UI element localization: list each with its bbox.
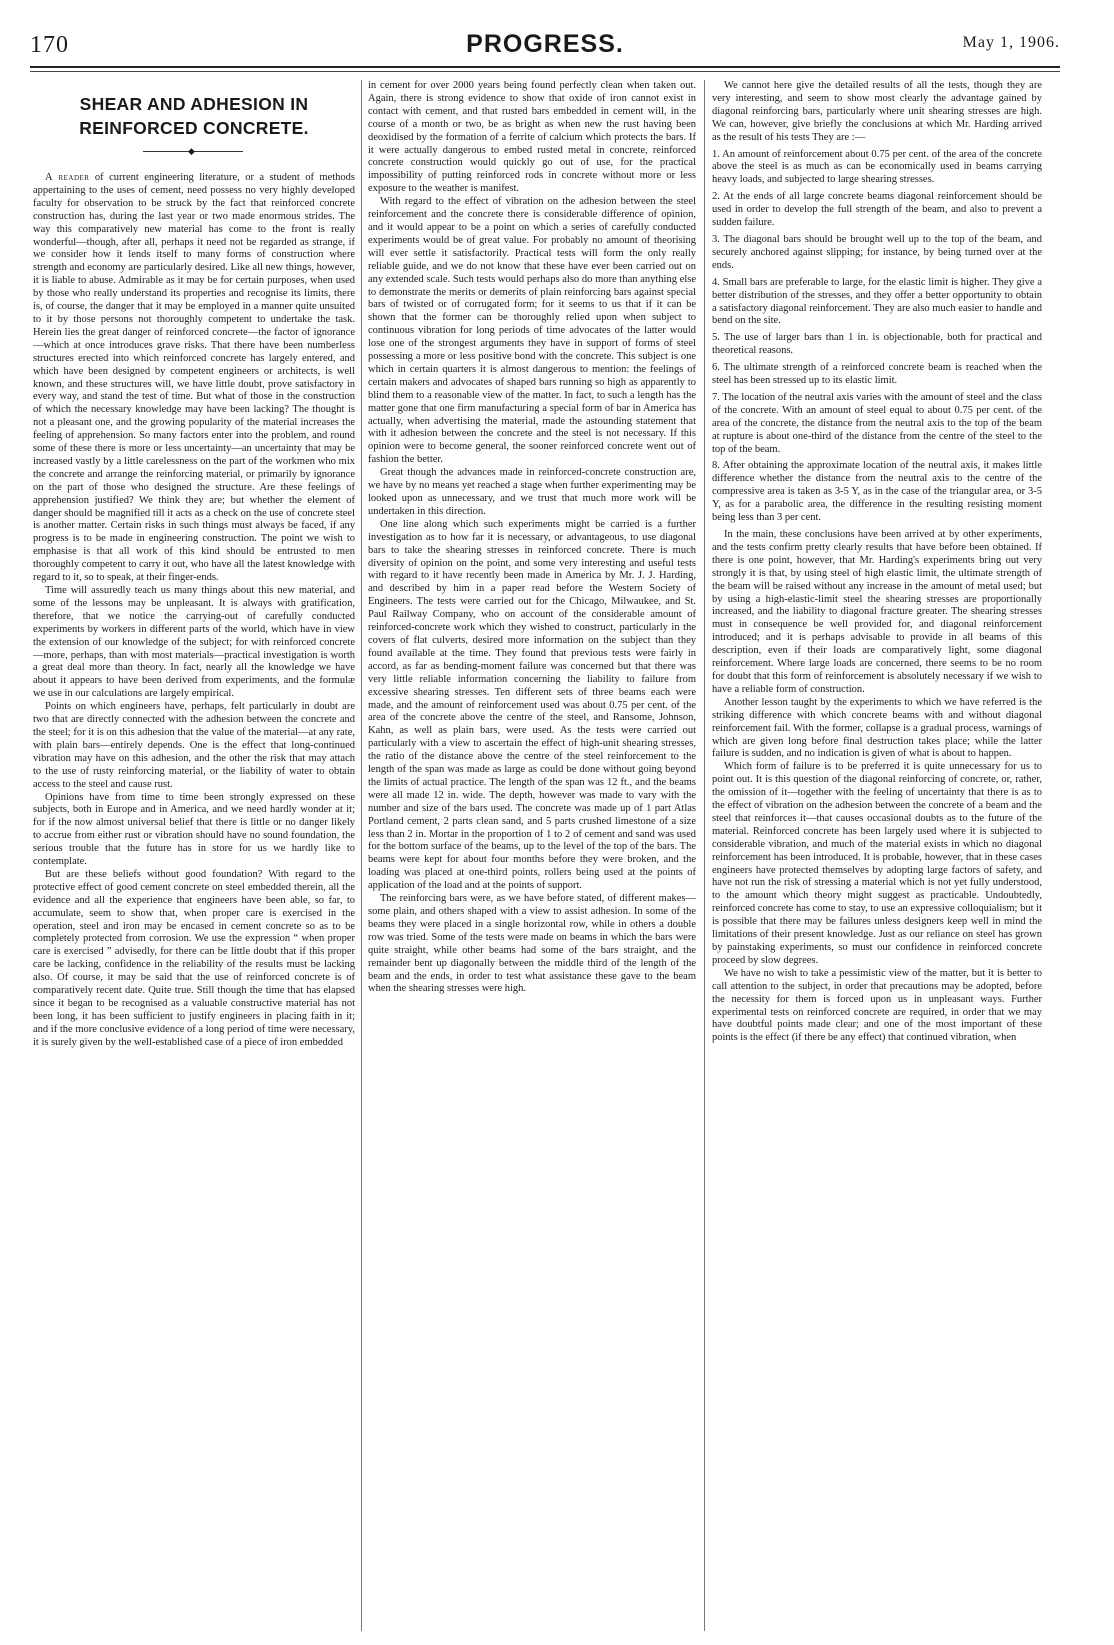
page-header xyxy=(30,22,1060,64)
header-rule xyxy=(30,66,1060,68)
paragraph: Opinions have from time to time been strongly expressed on these subjects, both in Europe and in America, and we need hardly wonder at it; for if the now almost universal belief that there is little or no danger likely to accrue from either rust or vibration should have no sound foundation, the serious trouble that the future has in store for us we hardly like to contemplate. xyxy=(33,791,355,868)
paragraph: We cannot here give the detailed results of all the tests, though they are very interesting, and seem to show most clearly the advantage gained by diagonal reinforcing bars, particularly where unit shearing stresses are high. We can, however, give briefly the conclusions at which Mr. Harding arrived as the result of his tests They are :— xyxy=(712,80,1042,143)
paragraph: Great though the advances made in reinforced-concrete construction are, we have by no means yet reached a stage when further experimenting may be looked upon as unnecessary, and we trust that much more work will be undertaken in this direction. xyxy=(368,467,696,517)
diamond-icon: ◆ xyxy=(188,146,195,156)
list-item: 4. Small bars are preferable to large, for the elastic limit is higher. They give a better distribution of the stresses, and they offer a better opportunity to obtain a satisfactory diagonal reinforcement. They are also much easier to handle and bend on the site. xyxy=(712,276,1042,327)
lead-word: A reader xyxy=(45,172,90,183)
paragraph: A reader of current engineering literature, or a student of methods appertaining to the uses of cement, need possess no very highly developed faculty for observation to be struck by the fact that reinforced concrete construction has, during the last year or two made enormous strides. The way this comparatively new material has come to the front is really wonderful—though, after all, perhaps it need not be regarded as strange, if we consider how it lends itself to many forms of construction where strength and economy are particularly desired. Like all new things, however, it is liable to abuse. Admirable as it may be for certain purposes, when used by those who really understand its properties and recognise its limits, there is, of course, the danger that it may be employed in a manner quite unsuited to it by those persons not thoroughly competent to undertake the task. Herein lies the great danger of reinforced concrete—the factor of ignorance—which at once introduces grave risks. That there have been numberless structures erected into which reinforced concrete has largely entered, and which have been designed by competent engineers or architects, is well known, and these structures will, we have little doubt, prove satisfactory in every way, and stand the test of time. But what of those in the construction of which the necessary knowledge may have been lacking? The thought is not a pleasant one, and the growing popularity of the material increases the feeling of apprehension. So many factors enter into the problem, and round some of these there is more or less uncertainty—an uncertainty that may be increased vastly by a little carelessness on the part of the workmen who mix the concrete and arrange the reinforcing material, or primarily by ignorance on the part of those who designed the structure. Are these feelings of apprehension justified? We think they are; but whether the element of danger should be magnified till it acts as a check on the use of concrete steel is another matter. Certain risks in such things must always be faced, if any progress is to be made in engineering construction. The point we wish to emphasise is that all work of this kind should be entrusted to men thoroughly competent to carry it out, who have all the latest knowledge with regard to it, so to speak, at their finger-ends. xyxy=(33,172,355,584)
list-item: 3. The diagonal bars should be brought well up to the top of the beam, and securely anchored against slipping; for instance, by being turned over at the ends. xyxy=(712,233,1042,271)
paragraph: Points on which engineers have, perhaps, felt particularly in doubt are two that are directly connected with the adhesion between the concrete and the steel; for it is on this adhesion that the value of the material—at any rate, with plain bars—entirely depends. One is the effect that long-continued vibration may have on this adhesion, and the other the risk that may attach to the use of rusty reinforcing material, or the liability of water to obtain access to the steel and cause rust. xyxy=(33,701,355,790)
conclusions-list xyxy=(712,149,1042,525)
paragraph: One line along which such experiments might be carried is a further investigation as to how far it is necessary, or advantageous, to use diagonal bars to take the shearing stresses in reinforced concrete. There is much diversity of opinion on the point, and some very interesting and useful tests with regard to it have recently been made in America by Mr. J. J. Harding, and described by him in a paper read before the Western Society of Engineers. The tests were carried out for the Chicago, Milwaukee, and St. Paul Railway Company, who on account of the considerable amount of reinforced-concrete work which they wished to construct, particularly in the covers of flat culverts, desired more information on the subject than they found available at the time. They found that previous tests were fairly in accord, as far as bending-moment failure was concerned but that there was very little reliable information concerning the liability to failure from excessive shearing stresses. Ten different sets of three beams each were made, and the amount of reinforcement used was about 0.75 per cent. of the area of the concrete above the centre of the steel, and Ransome, Johnson, Kahn, as well as plain bars, were used. As the tests were carried out particularly with a view to ascertain the effect of high-unit shearing stresses, the ratio of the distance above the centre of the steel reinforcement to the length of the span was made as large as could be done without going beyond the limits of actual practice. The length of the span was 12 ft., and the beams were all made 12 in. wide. The depth, however was made to vary with the number and size of the bars used. The concrete was made up of 1 part Atlas Portland cement, 2 parts clean sand, and 5 parts crushed limestone of a size less than 2 in. Mortar in the proportion of 1 to 2 of cement and sand was used for the bottom surface of the beams, up to the level of the top of the bars. The beams were kept for about four months before they were broken, and the loading was placed at one-third points, rollers being used at the points of application of the load and at the points of support. xyxy=(368,518,696,892)
paragraph: But are these beliefs without good foundation? With regard to the protective effect of good cement concrete on steel embedded therein, all the evidence and all the experience that engineers have been able, so far, to accumulate, seem to show that, when proper care is exercised in the operation, steel and iron may be encased in cement concrete so as to be completely protected from corrosion. We use the expression “ when proper care is exercised ” advisedly, for there can be little doubt that if this proper care be lacking, confidence in the reliability of the results must be lacking also. Of course, it may be said that the use of reinforced concrete is of comparatively recent date. Quite true. Still though the time that has elapsed since it began to be recognised as a valuable constructive material has not been long, it has been sufficient to justify engineers in placing faith in it; and if the more conclusive evidence of a long period of time were necessary, it is surely given by the well-established case of a piece of iron embedded xyxy=(33,868,355,1048)
list-item: 8. After obtaining the approximate location of the neutral axis, it makes little difference whether the distance from the neutral axis to the centre of the compressive area is taken as 3-5 Y, as in the case of the triangular area, or 3-5 Y, as for a parabolic area, the difference in the resulting resisting moment being less than 3 per cent. xyxy=(712,460,1042,524)
paragraph: Another lesson taught by the experiments to which we have referred is the striking difference with which concrete beams with and without diagonal reinforcement fail. With the former, collapse is a gradual process, warnings of which are given long before final destruction takes place; while the latter failure is sudden, and no indication is given of what is about to happen. xyxy=(712,696,1042,760)
list-item: 5. The use of larger bars than 1 in. is objectionable, both for practical and theoretical reasons. xyxy=(712,332,1042,357)
column-2 xyxy=(368,80,696,1633)
issue-date: May 1, 1906. xyxy=(962,34,1060,51)
paragraph: In the main, these conclusions have been arrived at by other experiments, and the tests confirm pretty clearly results that have before been obtained. If there is one point, however, that Mr. Harding's experiments bring out very strongly it is that, by using steel of high elastic limit, the ultimate strength of the beam will be raised without any increase in the amount of metal used; but by using a high-elastic-limit steel the shearing stresses are proportionally increased, and the liability to diagonal fracture greater. The shearing stresses must in consequence be well provided for, and diagonal reinforcement introduced; and it is perhaps advisable to provide in all beams of this description, even if their loads are comparatively light, some diagonal reinforcement. Where large loads are concerned, there seems to be no room for doubt that this form of reinforcement is absolutely necessary if we wish to have a reliable form of construction. xyxy=(712,529,1042,695)
paragraph: Time will assuredly teach us many things about this new material, and some of the lessons may be unpleasant. It is always with gratification, therefore, that we notice the carrying-out of carefully conducted experiments by workers in different parts of the world, which have in view the extension of our knowledge of the subject; for with reinforced concrete—more, perhaps, than with most materials—practical investigation is worth a great deal more than theory. In fact, nearly all the knowledge we have about it appears to have been derived from experiments, and the formulæ we use in our calculations are largely empirical. xyxy=(33,585,355,700)
paragraph: Which form of failure is to be preferred it is quite unnecessary for us to point out. It is this question of the diagonal reinforcing of concrete, or, rather, the omission of it—together with the feeling of uncertainty that there is as to the effect of vibration on the adhesion between the concrete of a beam and the steel that reinforces it—that causes occasional doubts as to the future of the material. Reinforced concrete has been largely used where it is subjected to considerable vibration, and much of the material exists in which no diagonal reinforcement has been introduced. It is probable, however, that in these cases engineers have protected themselves by adopting large factors of safety, and have not run the risk of stressing a material which is not yet fully understood, to the amount which theory might suggest as practicable. Undoubtedly, reinforced concrete has come to stay, to use an expressive colloquialism; but it is possible that there may be failures unless designers keep well in mind the limitations of their present knowledge. Just as our reliance on steel has grown by painstaking experiments, so must our confidence in reinforced concrete proceed by slow degrees. xyxy=(712,761,1042,966)
paragraph: The reinforcing bars were, as we have before stated, of different makes—some plain, and others shaped with a view to assist adhesion. In some of the beams they were placed in a single horizontal row, while in others a double row was tried. Some of the tests were made on beams in which the bars were quite straight, while other beams had some of the bars straight, and the remainder bent up diagonally between the middle third of the length of the beam and the ends, in order to test what assistance these gave to the beam when the shearing stresses were high. xyxy=(368,893,696,995)
page-number: 170 xyxy=(30,32,69,58)
list-item: 1. An amount of reinforcement about 0.75 per cent. of the area of the concrete above the steel is as much as can be economically used in beams carrying heavy loads, and subjected to large shearing stresses. xyxy=(712,148,1042,186)
paragraph: We have no wish to take a pessimistic view of the matter, but it is better to call attention to the subject, in order that precautions may be adopted, before the necessity for them is forced upon us in unpleasant ways. Further experimental tests on reinforced concrete are required, in order that we may have doubtful points made clear; and one of the most important of these points is the effect (if there be any effect) that continued vibration, when xyxy=(712,967,1042,1044)
list-item: 6. The ultimate strength of a reinforced concrete beam is reached when the steel has been stressed up to its elastic limit. xyxy=(712,362,1042,387)
article-title: SHEAR AND ADHESION IN REINFORCED CONCRETE. xyxy=(79,94,309,138)
paragraph: With regard to the effect of vibration on the adhesion between the steel reinforcement and the concrete there is considerable difference of opinion, and it would appear to be a point on which a series of carefully conducted experiments would be of great value. For probably no amount of theorising will ever settle it satisfactorily. Practical tests will form the only really reliable guide, and we do not know that these have ever been carried out on any extended scale. Such tests would perhaps also do more than anything else to demonstrate the merits or demerits of plain reinforcing bars against special bars of twisted or of corrugated form; for it seems to us that if it can be shown that the former can be thoroughly relied upon when subject to continuous vibration for long periods of time advocates of the latter would lose one of the strongest arguments they have in support of forms of steel possessing a more or less positive bond with the concrete. This subject is one which in certain quarters it is almost dangerous to mention: the feelings of certain makers and advocates of shaped bars running so high as apparently to blind them to a reasonable view of the matter. In fact, to such a length has the matter gone that one firm manufacturing a special form of bar in America has actually, when advertising the material, made the astounding statement that with it adhesion between the concrete and the steel is not necessary. If this opinion were to become general, the sooner reinforced concrete went out of fashion the better. xyxy=(368,196,696,466)
list-item: 7. The location of the neutral axis varies with the amount of steel and the class of the concrete. With an amount of steel equal to about 0.75 per cent. of the area of the concrete, the distance from the neutral axis to the top of the beam at rupture is about one-third of the distance from the centre of the steel to the top of the beam. xyxy=(712,391,1042,455)
column-3 xyxy=(712,80,1042,1633)
journal-title: PROGRESS. xyxy=(466,30,624,58)
title-ornament xyxy=(33,146,355,156)
header-rule-thin xyxy=(30,71,1060,72)
column-1 xyxy=(33,80,355,1633)
column-rule xyxy=(361,80,362,1631)
paragraph: in cement for over 2000 years being found perfectly clean when taken out. Again, there is strong evidence to show that oxide of iron cannot exist in contact with cement, and that rusted bars embedded in cement will, in the course of a month or two, be as bright as when new the rust having been deoxidised by the formation of a ferrite of calcium which protects the bars. If it were actually dangerous to embed rusted metal in concrete, reinforced concrete construction would quickly go out of use, for the practical impossibility of putting reinforced rods in concrete without more or less exposure to the weather is manifest. xyxy=(368,80,696,195)
column-rule xyxy=(704,80,705,1631)
list-item: 2. At the ends of all large concrete beams diagonal reinforcement should be used in order to develop the full strength of the beam, and also to prevent a sudden failure. xyxy=(712,191,1042,229)
